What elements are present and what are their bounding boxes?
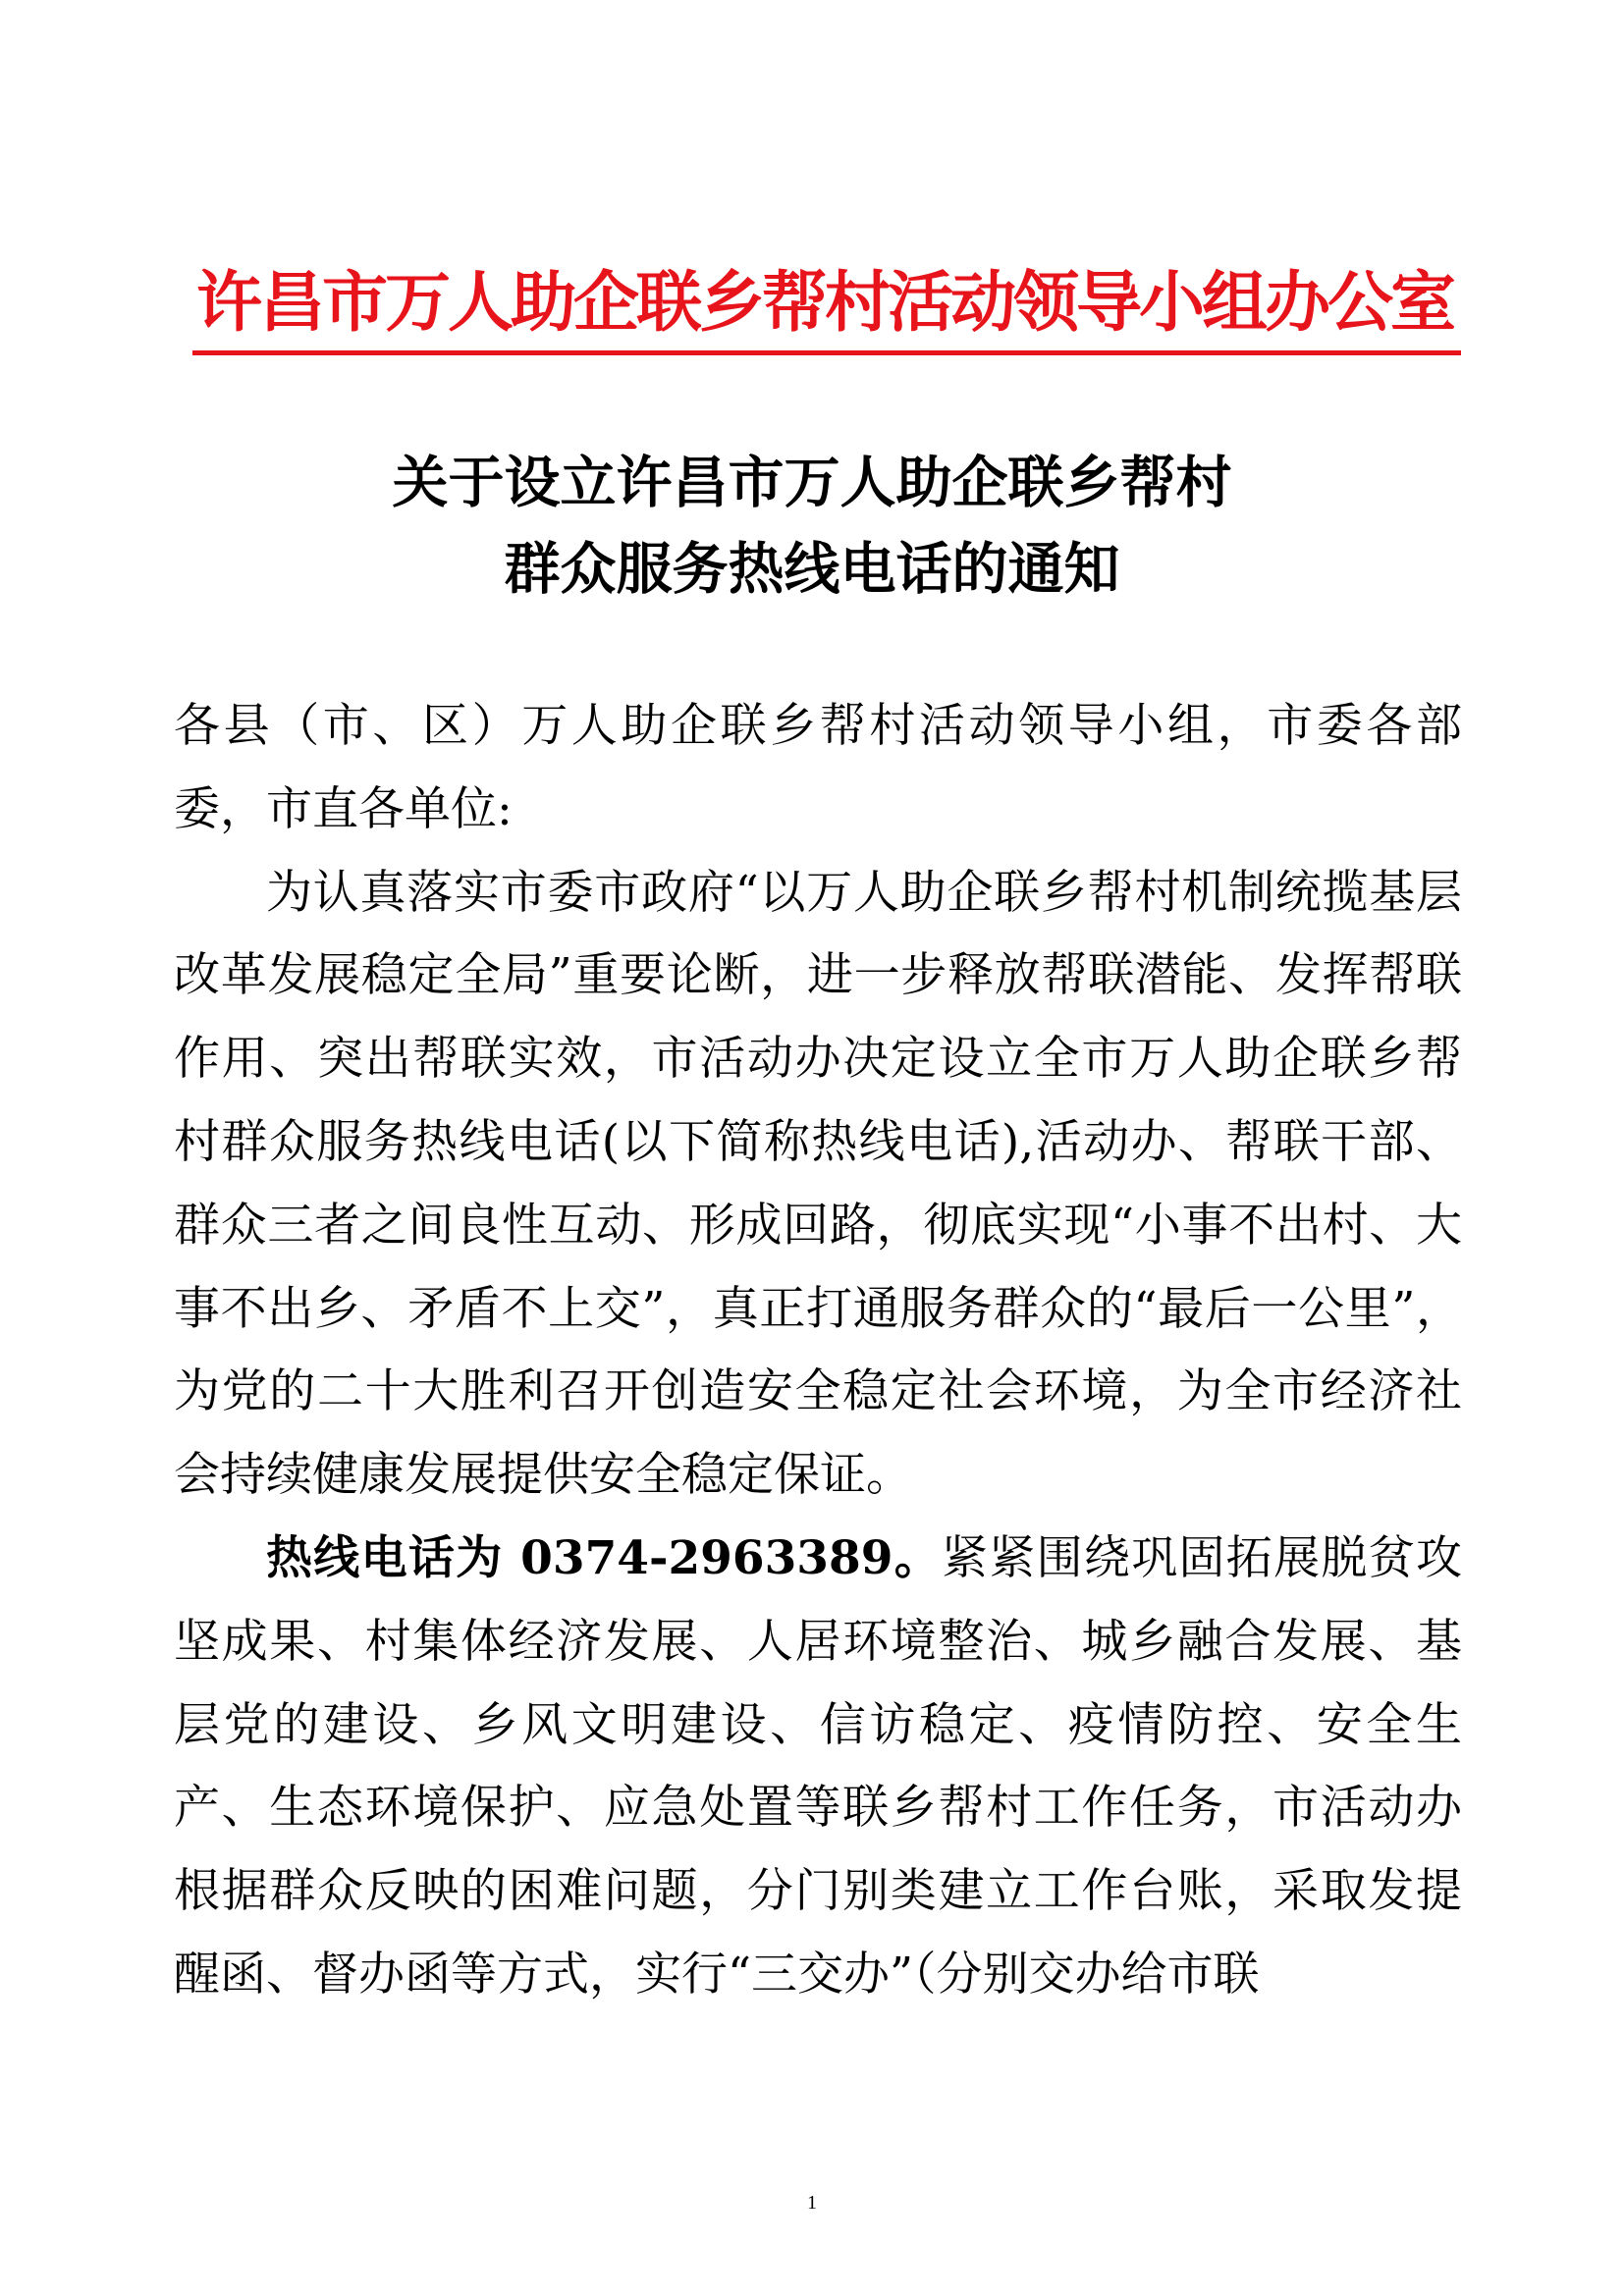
- issuing-office-header: 许昌市万人助企联乡帮村活动领导小组办公室: [196, 264, 1453, 341]
- red-header-rule: [192, 350, 1461, 355]
- document-body: [174, 685, 1462, 2017]
- document-title: [174, 440, 1450, 613]
- body-paragraph-2: [174, 1518, 1462, 2017]
- document-title-line-1: 关于设立许昌市万人助企联乡帮村: [392, 450, 1232, 515]
- document-title-line-2: 群众服务热线电话的通知: [504, 536, 1120, 602]
- page-number: 1: [807, 2192, 817, 2214]
- body-paragraph-2-text: 紧紧围绕巩固拓展脱贫攻坚成果、村集体经济发展、人居环境整治、城乡融合发展、基层党的建设、乡风文明建设、信访稳定、疫情防控、安全生产、生态环境保护、应急处置等联乡帮村工作任务，市活动办根据群众反映的困难问题，分门别类建立工作台账，采取发提醒函、督办函等方式，实行“三交办”（分别交办给市联: [174, 1530, 1462, 2002]
- salutation: 各县（市、区）万人助企联乡帮村活动领导小组，市委各部委，市直各单位:: [174, 699, 1462, 836]
- body-paragraph-1: 为认真落实市委市政府“以万人助企联乡帮村机制统揽基层改革发展稳定全局”重要论断，进一步释放帮联潜能、发挥帮联作用、突出帮联实效，市活动办决定设立全市万人助企联乡帮村群众服务热线电话(以下简称热线电话),活动办、帮联干部、群众三者之间良性互动、形成回路，彻底实现“小事不出村、大事不出乡、矛盾不上交”，真正打通服务群众的“最后一公里”，为党的二十大胜利召开创造安全稳定社会环境，为全市经济社会持续健康发展提供安全稳定保证。: [174, 865, 1462, 1503]
- hotline-number-lead: 热线电话为 0374-2963389。: [266, 1530, 942, 1585]
